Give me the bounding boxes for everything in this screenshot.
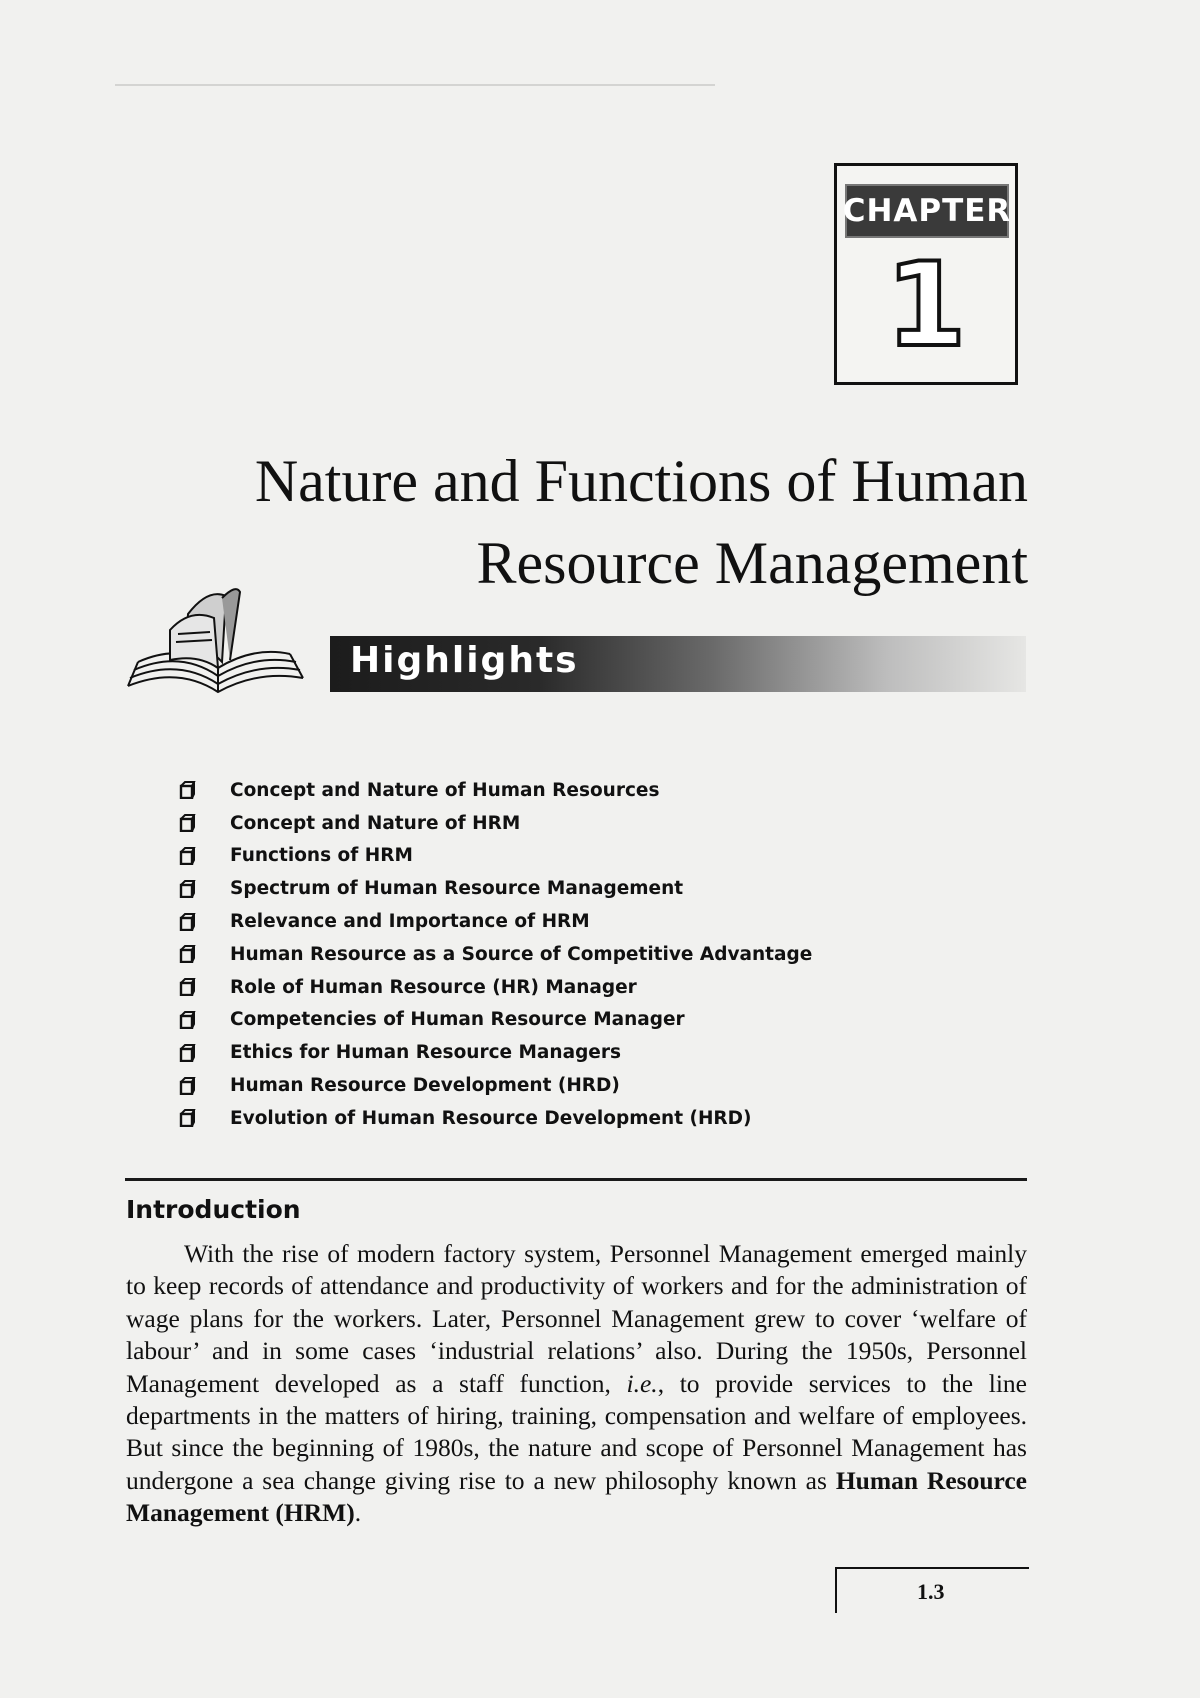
highlight-item [178,872,812,905]
checkbox-bullet-icon [178,1109,196,1127]
checkbox-bullet-icon [178,814,196,832]
highlights-label: Highlights [350,640,579,681]
highlight-item [178,807,812,840]
introduction-heading: Introduction [126,1195,301,1224]
introduction-paragraph [126,1238,1027,1530]
highlight-text: Evolution of Human Resource Development (HRD) [230,1107,752,1129]
highlight-item [178,774,812,807]
highlight-item [178,905,812,938]
intro-text-part-2: , to provide services to the line departments in the matters of hiring, training, compensation and welfare of employees. But since the beginning of 1980s, the nature and scope of Personnel Management has undergone a sea change giving rise to a new philosophy known as [126,1368,1027,1495]
highlight-item [178,1004,812,1037]
open-book-icon [118,574,308,704]
checkbox-bullet-icon [178,945,196,963]
highlight-text: Role of Human Resource (HR) Manager [230,976,637,998]
checkbox-bullet-icon [178,978,196,996]
checkbox-bullet-icon [178,847,196,865]
highlight-text: Spectrum of Human Resource Management [230,878,684,900]
chapter-label: CHAPTER [845,184,1009,238]
highlight-text: Concept and Nature of Human Resources [230,779,660,801]
page-number-box [835,1567,1029,1613]
checkbox-bullet-icon [178,913,196,931]
checkbox-bullet-icon [178,880,196,898]
highlights-banner [330,636,1026,692]
highlight-text: Human Resource Development (HRD) [230,1075,620,1097]
checkbox-bullet-icon [178,1044,196,1062]
highlight-item [178,1036,812,1069]
highlight-text: Human Resource as a Source of Competitive Advantage [230,943,813,965]
highlight-text: Functions of HRM [230,845,413,867]
intro-text-italic: i.e. [626,1368,658,1398]
page-number: 1.3 [917,1579,945,1604]
highlight-text: Ethics for Human Resource Managers [230,1042,621,1064]
chapter-number: 1 [885,238,967,373]
checkbox-bullet-icon [178,1011,196,1029]
chapter-box [834,163,1018,385]
bleed-through-header-line [115,84,715,86]
checkbox-bullet-icon [178,781,196,799]
highlight-text: Relevance and Importance of HRM [230,911,590,933]
intro-text-bold-term: Human Resource Management (HRM) [126,1465,1027,1528]
section-divider [125,1178,1027,1181]
highlight-item [178,938,812,971]
chapter-title-line-2: Resource Management [476,530,1028,596]
highlight-item [178,1102,812,1135]
highlight-item [178,840,812,873]
checkbox-bullet-icon [178,1077,196,1095]
intro-text-end: . [354,1498,362,1528]
highlight-item [178,971,812,1004]
highlight-text: Competencies of Human Resource Manager [230,1009,685,1031]
chapter-title-line-1: Nature and Functions of Human [254,448,1028,514]
highlights-list [178,774,812,1135]
intro-text-part-1: With the rise of modern factory system, Personnel Management emerged mainly to keep records of attendance and productivity of workers and for the administration of wage plans for the workers. Later, Personnel Management grew to cover ‘welfare of labour’ and in some cases ‘industrial relations’ also. During the 1950s, Personnel Management developed as a staff function, [126,1239,1027,1398]
highlight-text: Concept and Nature of HRM [230,812,521,834]
highlight-item [178,1069,812,1102]
